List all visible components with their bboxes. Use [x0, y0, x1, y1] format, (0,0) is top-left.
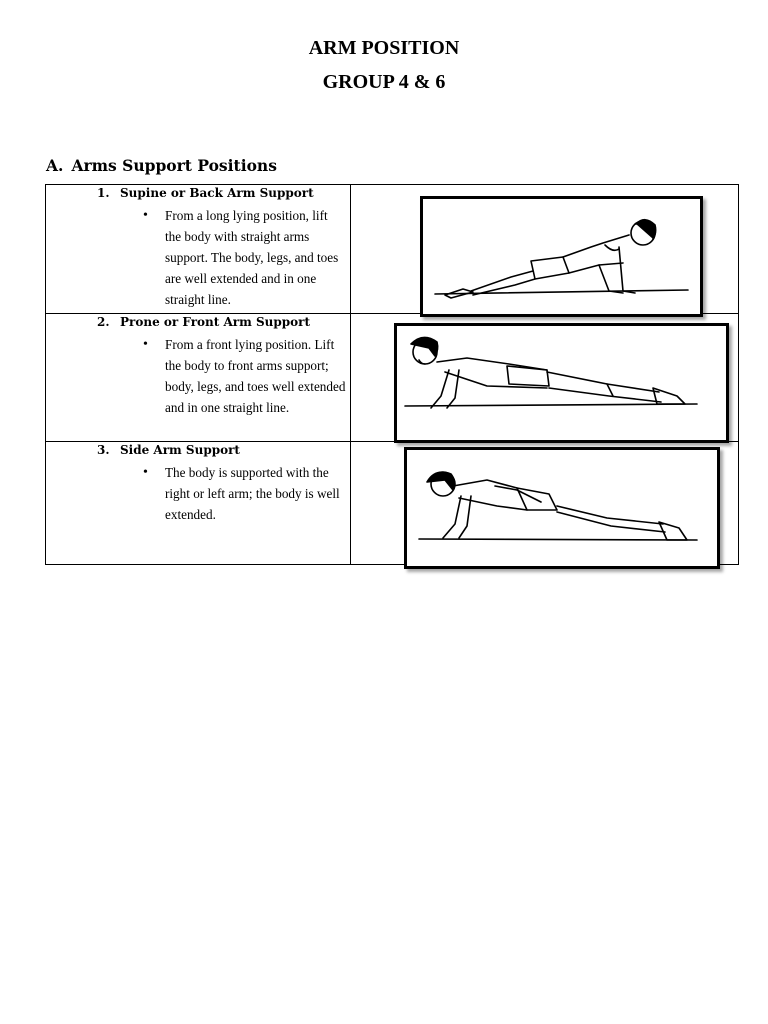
list-item — [143, 205, 347, 310]
section-heading — [46, 156, 277, 175]
prone-figure-drawing — [397, 326, 726, 440]
section-title: Arms Support Positions — [71, 156, 277, 175]
description-cell — [46, 314, 351, 442]
exercise-description: From a long lying position, lift the body with straight arms support. The body, legs, and toes are well extended and in one straight line. — [165, 208, 339, 307]
bullet-icon: • — [143, 337, 148, 352]
supine-back-arm-support-figure — [420, 196, 703, 317]
exercise-title: Supine or Back Arm Support — [120, 186, 314, 200]
exercise-title: Side Arm Support — [120, 443, 240, 457]
exercise-number: 2. — [97, 315, 110, 329]
description-cell — [46, 442, 351, 565]
side-arm-support-figure — [404, 447, 720, 569]
exercise-description: The body is supported with the right or left arm; the body is well extended. — [165, 465, 340, 522]
exercise-number: 3. — [97, 443, 110, 457]
side-figure-drawing — [407, 450, 717, 566]
list-item — [143, 334, 347, 418]
exercise-heading — [97, 443, 350, 458]
bullet-icon: • — [143, 208, 148, 223]
document-title: ARM POSITION — [308, 37, 460, 59]
list-item — [143, 462, 347, 525]
exercise-heading — [97, 315, 350, 330]
exercise-title: Prone or Front Arm Support — [120, 315, 311, 329]
document-subtitle: GROUP 4 & 6 — [322, 71, 446, 93]
section-letter: A. — [46, 156, 64, 175]
bullet-icon: • — [143, 465, 148, 480]
supine-figure-drawing — [423, 199, 700, 314]
exercise-number: 1. — [97, 186, 110, 200]
exercise-description: From a front lying position. Lift the body to front arms support; body, legs, and toes well extended and in one straight line. — [165, 337, 346, 415]
prone-front-arm-support-figure — [394, 323, 729, 443]
description-cell — [46, 185, 351, 314]
exercise-heading — [97, 186, 350, 201]
